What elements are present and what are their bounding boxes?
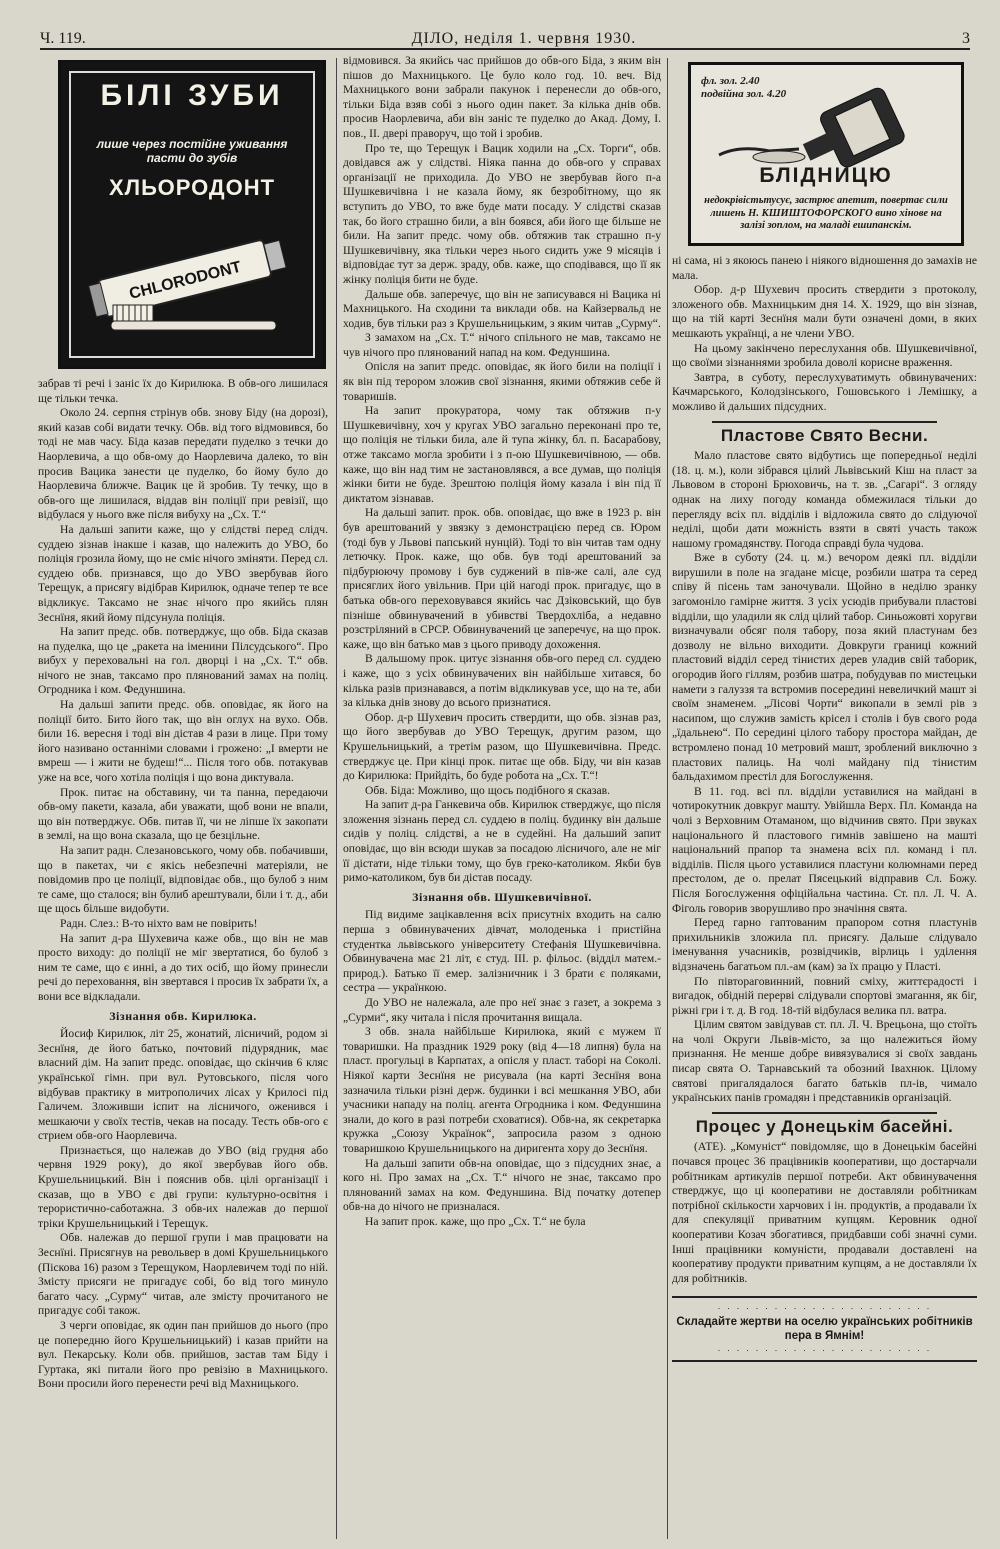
heading-plast-spring-festival: Пластове Свято Весни. bbox=[720, 425, 929, 445]
paragraph: Опісля на запит предс. оповідає, як його били на поліції і як він під терором зложив свої зізнання, якими обтяжив себе й товаришів. bbox=[343, 360, 661, 403]
paragraph: З замахом на „Сх. Т.“ нічого спільного не мав, таксамо не чув нічого про плянований напад на ком. Федуншина. bbox=[343, 331, 661, 359]
paragraph: Признається, що належав до УВО (від грудня або червня 1929 року), до якої звербував його обв. Крушельницький. Він і пояснив обв. цілі організації і сказав, що в УВО є дві групи: культурно-освітня і терористично-саботажна. З обв-их належав до першої тріки Крушельницький і Терещук. bbox=[38, 1143, 328, 1230]
paragraph: відмовився. За якийсь час прийшов до обв-ого Біда, з яким він пішов до Махницького. Це було коло год. 10. веч. Від Махницького вони забрали пакунок і перенесли до обв-ого, тільки Біда взяв собі з нього один пакет. За кілька днів обв. просив Наорлевича, аби він заніс те пуделко до Акад. Дому, І. пов., ІІ. двері праворуч, що той і зробив. bbox=[343, 54, 661, 140]
paragraph: На дальші запити каже, що у слідстві перед слідч. суддею зізнав інакше і казав, що належить до УВО, бо поліція грозила йому, що не сміє нічого зміняти. Перед сл. суддею обв. признався, що до УВО звербував його Терещук, а присягу відібрав Кирилюк, одначе тепер те все відкликує. Таксамо не знає нічого про якийсь плян Зеснїня, який йому підсунула поліція. bbox=[38, 522, 328, 624]
appeal-box bbox=[672, 1296, 977, 1362]
paragraph: Обор. д-р Шухевич просить ствердити з протоколу, зложеного обв. Махницьким дня 14. Х. 1929, що він зізнав, що на тій карті Зеснїня мали бути означені доми, в яких мешкають українці, а не члени УВО. bbox=[672, 283, 977, 340]
paragraph: На запит предс. обв. потверджує, що обв. Біда сказав на пуделка, що це „ракета на іменини Пілсудського“. Про вибух у переховальні на гол. дворці і на „Сх. Т.“ обв. нічого не знав, таксамо про плянований замах на поліц. Огродника і ком. Федуншина. bbox=[38, 625, 328, 697]
paragraph: Про те, що Терещук і Вацик ходили на „Сх. Торги“, обв. довідався аж у слідстві. Ніяка панна до обв-ого у справах організації не приходила. До УВО не звербував його п-а Шушкевичівна і не казала йому, як безробітному, що як вступить до УВО, то вже буде мати посаду. У слідстві сказав так, бо його страшно били, а він боявся, аби його ще більше не били. На запит предс. чому обв. обтяжив так страшно п-у Шушкевичівну, яка тільки через нього сидить уже 9 місяців і відповідає тут за держ. зраду, обв. каже, що сподівався, що її як жінку поліція бити не буде. bbox=[343, 141, 661, 286]
paragraph: З черги оповідає, як один пан прийшов до нього (про це попередню його Крушельницький) і казав прийти на вул. Пекарську. Коли обв. прийшов, застав там Біду і Гуртака, які питали його про ревізію в Махницького. Вони просили його перенести речі від Махницького. bbox=[38, 1319, 328, 1391]
article-plast-festival bbox=[672, 449, 977, 1106]
paragraph: Перед гарно гаптованим прапором сотня пластунів прихильників зложила пл. присягу. Дальше слідувало іменування учасників, розвідчиків, вірлиць і уділення відзначень багатьом пл.-ам (кам) за їх працю у Пласті. bbox=[672, 916, 977, 973]
column-divider-1 bbox=[336, 58, 337, 1539]
ad-description: недокрівістьтусує, застрює апетит, повертає сили лишень Н. КШИШТОФОРСКОГО вино хінове на залізі зоплом, на маладі ешипанскім. bbox=[704, 195, 948, 231]
heading-donetsk-trial: Процес у Донецькім басейні. bbox=[695, 1116, 954, 1136]
masthead-date: ДІЛО, неділя 1. червня 1930. bbox=[411, 30, 637, 47]
page-header bbox=[40, 22, 970, 50]
paragraph: Обв. належав до першої групи і мав працювати на Зеснїні. Присягнув на револьвер в домі Крушельницького (Піскова 16) разом з Терещуком, Наорлевичем тоді по ній. Змісту присяги не пригадує собі, бо від того минуло багато часу. „Сурму“ читав, але змісту прочитаного не пригадує собі також. bbox=[38, 1231, 328, 1318]
article-donetsk-trial bbox=[672, 1140, 977, 1286]
paragraph: По півтораговинний, повний сміху, життєрадості і вигадок, обідній перерві слідували спортові змагання, як біг, ріжні гри і т. д. В год. 18-тій відбулася велика пл. ватра. bbox=[672, 974, 977, 1017]
appeal-decor-top: · · · · · · · · · · · · · · · · · · · · · · · bbox=[717, 1303, 932, 1314]
paragraph: Вже в суботу (24. ц. м.) вечором деякі пл. відділи вирушили в поле на згадане місце, розбили шатра та серед співу й пісень там заночували. Щойно в неділю зранку загомоніло гамірне життя. З усіх усюдів прибували пластові відділи, що уладили як слід цілий табор. Синьожовті хоругви визначували обсяг поля табору, поза який пластунам без дозволу не вільно виходити. Довкруги границі кожний пластовий відділ серед тінистих дерев уладив свій таборик, огородив його гіллям, розбив шатра, побудував по мистецьки намети з галуззя та встромив посередині невеличкий машт зі своїм знаменем. „Лісові Чорти“ викопали в землі рів з насипом, що служив замість крісел і столів і був свого рода „їдальнею“. По середині цілого табору простора майдан, де встромлено понад 10 метровий машт, зроблений виключно з пластових палиць. На чолі майдану під тінистим бальдахимом престіл для Богослуження. bbox=[672, 551, 977, 784]
paragraph: Прок. питає на обставину, чи та панна, передаючи обв-ому пакети, казала, аби уважати, щоб вони не впали, що він потверджує. Обв. питав її, чи не ліпше їх закопати в землі, на що вона сказала, що це безцільне. bbox=[38, 785, 328, 843]
paragraph: В 11. год. всі пл. відділи уставилися на майдані в чотирокутник довкруг машту. Увійшла Верх. Пл. Команда на чолі з Верховним Отаманом, що відчинив свято. При звуках національного й пластового гимнів завішено на машті національний прапор та знамена всіх пл. команд і пл. відділів. Після цього уставилися пластуни колюмнами перед престолом, де о. прелат Пясецький відправив Сл. Божу. Після Богослуження офіційальна частина. Ст. пл. Л. Ч. А. Фіголь говорив зворушливо про значіння свята. bbox=[672, 784, 977, 915]
paragraph: Йосиф Кирилюк, літ 25, жонатий, лісничий, родом зі Зеснїня, де його батько, почтовий підурядник, має власний дім. На запит предс. оповідає, що скінчив 6 кляс української гімн. при вул. Рутовського, після чого відбував практику в митрополичих лісах у Крилосі під Галичем. Зложивши іспит на лісничого, оженився і мешкаючи у своїх тестів, чекав на посаду. Тесть обв-ого є стрием обв-ого Наорлевича. bbox=[38, 1027, 328, 1143]
tube-label: CHLORODONT bbox=[127, 258, 243, 303]
ad-tagline: лише через постійне уживання пасти до зубів bbox=[96, 137, 288, 165]
paragraph: На дальші запити обв-на оповідає, що з підсудних знає, а кого ні. Про замах на „Сх. Т.“ нічого не знає, таксамо про плянований замах на ком. Федуншина. Від початку дотепер обв-на до нічого не призналася. bbox=[343, 1156, 661, 1214]
issue-number: Ч. 119. bbox=[40, 30, 86, 47]
price-line-2: подвійна зол. 4.20 bbox=[701, 88, 787, 100]
paragraph: На запит д-ра Шухевича каже обв., що він не мав просто виходу: до поліції не міг звертатися, бо булоб з ним те саме, що є инні, а до тих осіб, що йому принесли речі до переховання, він звертався і просив їх забрати їх, а вони все відкладали. bbox=[38, 931, 328, 1003]
paragraph: Цілим святом завідував ст. пл. Л. Ч. Врецьона, що стоїть на чолі Округи Львів-місто, за що належиться йому признання. Не менше добре вивязувалися зі своїх завдань писар свята О. Тарнавський та обозний Івахнюк. Цілому святові пригалядалося багато батьків пл-ів, чимало українських панів громадян і представників організацій. bbox=[672, 1018, 977, 1105]
paragraph: До УВО не належала, але про неї знає з газет, а зокрема з „Сурми“, яку читала і після прочитання вищала. bbox=[343, 996, 661, 1024]
paragraph: В дальшому прок. цитує зізнання обв-ого перед сл. суддею і каже, що з усіх обвинувачених він найбільше хитався, бо кілька разів признавався, а потім відкликував усе, що на те, аби за кілька днів знову до всього признатися. bbox=[343, 652, 661, 710]
paragraph: З обв. знала найбільше Кирилюка, який є мужем її товаришки. На праздник 1929 року (від 4—18 липня) була на пласт. прогульці в Карпатах, а опісля у пласт. таборі на Соколі. Ніякої карти Зеснїня не рисувала (на карті Зеснїня вона зазначила тільки різні держ. будинки і всі мешкання УВО, аби учасники нападу на поліц. агента Огродника і ком. Федуншина знали, до кого в разі потреби сховатися). Обв-на, як секретарка кружка „Союзу Українок“, запросила разом з одною товаришкою Крушельницького на диригента хору до Зеснїня. bbox=[343, 1025, 661, 1155]
paragraph: На дальші запит. прок. обв. оповідає, що вже в 1923 р. він був арештований у звязку з демонстрацією перед св. Юром (тоді був у Львові папський нунцій). Тоді то він читав там одну летючку. Прок. каже, що обв. був тоді арештований за підбурюючу промову і був суджений в пів-же салі, але суд присяглих його увільнив. При цій нагоді прок. пригадує, що в батька обв-ого переховувався якийсь час Дзіковський, що був пізніше обвинувачений в убивстві Твердохліба, а недавно розстріляний в СРСР. Обвинувачений це заперечує, на що прок. каже, що він батько мав з цього приводу дохоження. bbox=[343, 506, 661, 651]
paragraph: На цьому закінчено переслухання обв. Шушкевичівної, що своїми зізнаннями зробила доволі корисне враження. bbox=[672, 341, 977, 370]
paragraph: На запит прокуратора, чому так обтяжив п-у Шушкевичівну, хоч у кругах УВО загально переконані про те, що поліція не тільки била, але й тупа жінку, бл. п. Басарабову, отже таксамо могла зробити і з п-ою Шушкевичівною, — обв. каже, що він над тим не застановлявся, а все думав, що поліція жінки бити не буде. Зрештою поліція йому казала і він під її диктатом зізнавав. bbox=[343, 404, 661, 505]
subheading-kyryliuk: Зізнання обв. Кирилюка. bbox=[109, 1008, 257, 1023]
article-trial-col3-end bbox=[672, 254, 977, 415]
paragraph: На дальші запити предс. обв. оповідає, як його на поліції бито. Бито його так, що він оглух на вухо. Обв. били 16. вересня і тоді він дістав 4 рази в лице. При тому його називано останніми словами і грожено: „І вмерти не вмреш — і жити не будеш!“... Після того обв. потакував уже на все, чого хотіла поліція і що вона диктувала. bbox=[38, 698, 328, 785]
paragraph: На запит прок. каже, що про „Сх. Т.“ не була bbox=[365, 1214, 586, 1228]
ad-title: БІЛІ ЗУБИ bbox=[100, 79, 284, 112]
appeal-decor-bottom: · · · · · · · · · · · · · · · · · · · · · · · bbox=[717, 1345, 932, 1356]
paragraph: На запит радн. Слезановського, чому обв. побачивши, що в пакетах, чи є якісь небезпечні матеріяли, не повідомив про це поліції, відповідає обв., що булоб з ним те саме, що сталося; він булиб арештували, біли і т. д., аби ще щось більше видобути. bbox=[38, 844, 328, 916]
column-1 bbox=[38, 54, 328, 1541]
paragraph: На запит д-ра Ганкевича обв. Кирилюк стверджує, що після зложення зізнань перед сл. суддею в поліц. будинку він дальше сидів у поліц. слідстві, а не в судейнi. На дальший запит оповідає, що він всюди шукав за посадою лісничого, але не міг її дістати, ніде тільки тому, що був греко-католиком. Якби був римо-католиком, був би дістав посаду. bbox=[343, 798, 661, 885]
paragraph: Радн. Слез.: В-то ніхто вам не повірить! bbox=[60, 916, 258, 930]
paragraph: забрав ті речі і заніс їх до Кирилюка. В обв-ого лишилася ще тільки течка. bbox=[38, 377, 328, 405]
section-divider-2 bbox=[712, 1112, 937, 1114]
paragraph: Мало пластове свято відбутись ще попередньої неділі (18. ц. м.), коли зібрався цілий Львівський Кіш на пласт за Львовом в стороні Брюховичь, на т. зв. „Сагарі“. З огляду однак на лиху погоду команда обмежилася тільки до перегляду всіх пл. відділів і відложила свято до слідуючої неділі, щоби дати можність взяти в святі участь також нашому громадянству. Погода справді була чудова. bbox=[672, 449, 977, 550]
blidnytsia-wine-advertisement bbox=[688, 62, 964, 246]
article-trial-col2-part2 bbox=[343, 908, 661, 1229]
page-number: 3 bbox=[962, 30, 970, 47]
paragraph: Дальше обв. заперечує, що він не записувався ні Вацика ні Махницького. На сходини та виклади обв. на Кайзервальд не ходив, був тільки раз з Крушельницьким, з яким читав „Сурму“. bbox=[343, 287, 661, 330]
paragraph: Обв. Біда: Можливо, що щось подібного я сказав. bbox=[365, 783, 610, 797]
paragraph: Під видиме зацікавлення всіх присутніх входить на салю перша з обвинувачених дівчат, молоденька і пристійна студентка львівського університету Стефанія Шушкевичівна. Обвинувачена має 21 літ, є студ. ІІІ. р. фільос. (відділ матем.-природ.). Батько її емер. залізничник і 3 брати є поляками, сестра — українкою. bbox=[343, 908, 661, 995]
ad-brand: ХЛЬОРОДОНТ bbox=[108, 175, 276, 200]
column-3 bbox=[672, 54, 977, 1541]
article-trial-col2-part1 bbox=[343, 54, 661, 886]
ad-brand-blidnytsiu: БЛІДНИЦЮ bbox=[759, 164, 893, 187]
toothpaste-tube-icon bbox=[81, 223, 303, 348]
paragraph: Около 24. серпня стрінув обв. знову Біду (на дорозі), який казав собі видати течку. Обв. від того відмовився, бо тоді не мав часу. Біда казав передати пуделко з течки до Наорлевича, а що обв-ому до Наорлевича далеко, то він просив Вацика занести це пуделко, бо йому було до Наорлевича ближче. Вацик це й зробив. Ту течку, що в обв-ого ще лишилася, віддав він поліції при ревізії, що відбулася у нього вже після вибуху на „Сх. Т.“ bbox=[38, 406, 328, 522]
article-trial-col1-part1 bbox=[38, 377, 328, 1005]
paragraph: Завтра, в суботу, переслухуватимуть обвинувачених: Качмарського, Колодзінського, Гошовського і Лемішку, а можливо й дальших підсудних. bbox=[672, 370, 977, 413]
section-divider bbox=[712, 421, 937, 423]
appeal-text: Складайте жертви на оселю українських робітників пера в Ямнім! bbox=[676, 1316, 973, 1343]
column-2 bbox=[343, 54, 661, 1541]
wine-bottle-icon bbox=[699, 85, 949, 175]
chlorodont-advertisement bbox=[58, 60, 326, 369]
paragraph: Обор. д-р Шухевич просить ствердити, що обв. зізнав раз, що його звербував до УВО Терещук, другим разом, що Крушельницький, а третім разом, що Шушкевичівна. Предс. стверджує це. При кінці прок. питає ще обв. Біду, чи він казав до Кирилюка: Прийдіть, бо буде робота на „Сх. Т.“! bbox=[343, 710, 661, 783]
paragraph: (АТЕ). „Комуніст“ повідомляє, що в Донецькім басейні почався процес 36 працівників кооперативи, що достарчали робітникам артикулів першої потреби. Акт обвинувачення стверджує, що ці кооперативи не доставляли робітникам потрібної скількости харчових і ін. продуктів, а продавали їх для спекуляції приватним купцям. Керовник одної кооперативи Козач збогатився, придбавши собі значні суми. Інші працівники комуністи, продавали доставлені на кооперативу продукти приватним купцям, а не доставляли їх для робітників. bbox=[672, 1140, 977, 1285]
column-divider-2 bbox=[667, 58, 668, 1539]
article-trial-col1-part2 bbox=[38, 1027, 328, 1392]
price-line-1: фл. зол. 2.40 bbox=[701, 75, 760, 87]
subheading-shushkevych: Зізнання обв. Шушкевичівної. bbox=[412, 889, 592, 904]
paragraph: ні сама, ні з якоюсь панею і ніякого відношення до замахів не мала. bbox=[672, 254, 977, 282]
